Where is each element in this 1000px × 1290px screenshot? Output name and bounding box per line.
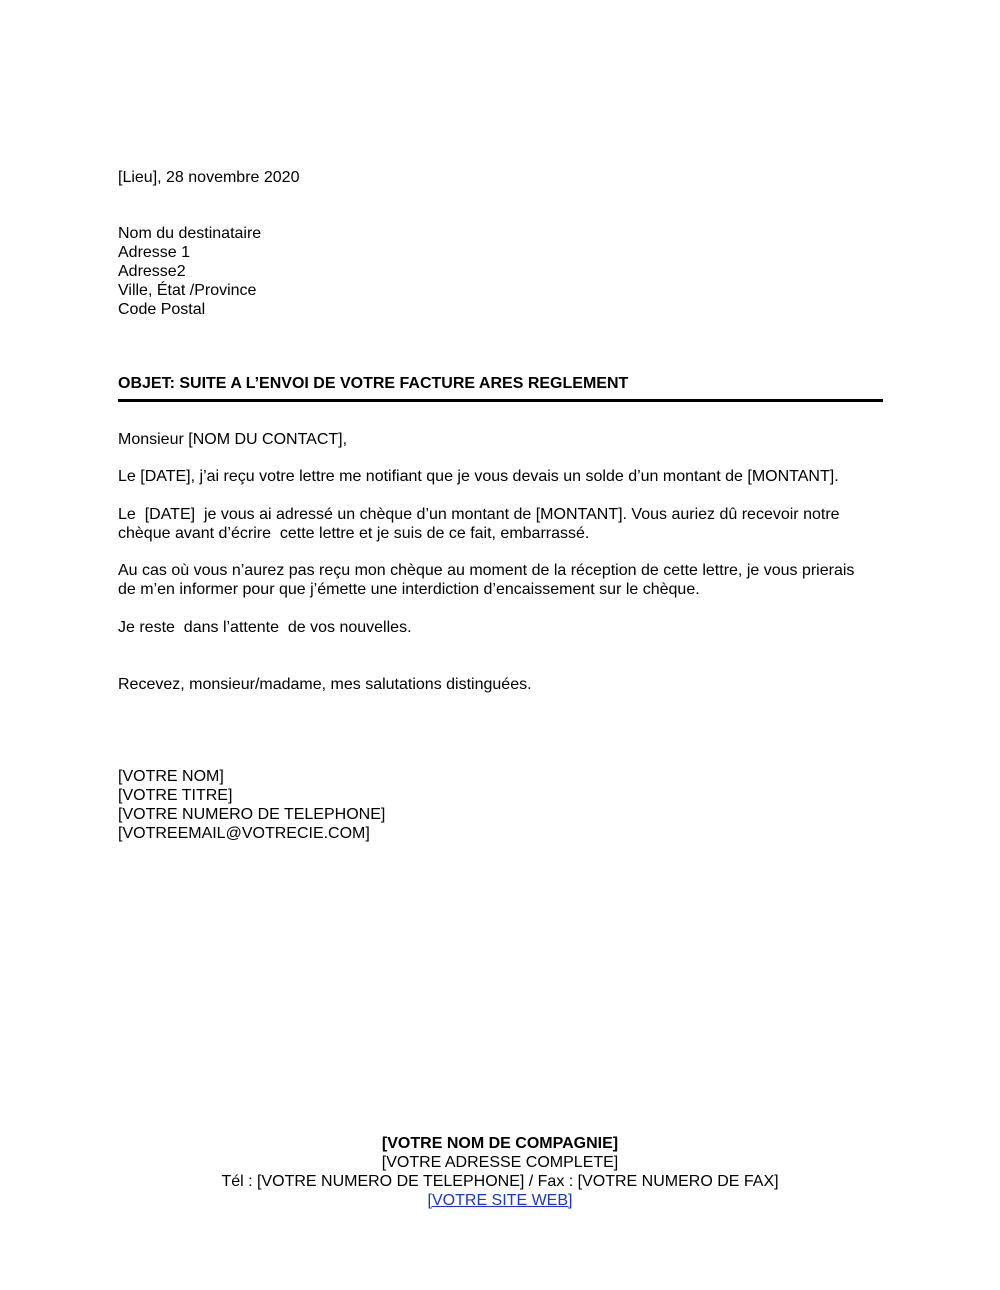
body-paragraph-2	[118, 505, 888, 543]
company-footer	[0, 1134, 1000, 1210]
body-paragraph-4: Je reste dans l’attente de vos nouvelles.	[118, 619, 412, 636]
signature-block	[118, 767, 888, 843]
footer-contact: Tél : [VOTRE NUMERO DE TELEPHONE] / Fax : [VOTRE NUMERO DE FAX]	[221, 1173, 779, 1190]
recipient-name: Nom du destinataire	[118, 225, 262, 242]
subject-line: OBJET: SUITE A L’ENVOI DE VOTRE FACTURE ARES REGLEMENT	[118, 375, 629, 392]
body-paragraph-3	[118, 561, 888, 599]
footer-website-link[interactable]: [VOTRE SITE WEB]	[427, 1192, 573, 1209]
body-paragraph-3-line-2: de m’en informer pour que j’émette une interdiction d’encaissement sur le chèque.	[118, 581, 700, 598]
recipient-address2: Adresse2	[118, 263, 186, 280]
footer-company-name: [VOTRE NOM DE COMPAGNIE]	[381, 1135, 619, 1152]
signature-email: [VOTREEMAIL@VOTRECIE.COM]	[118, 825, 370, 842]
signature-phone: [VOTRE NUMERO DE TELEPHONE]	[118, 806, 386, 823]
body-paragraph-3-line-1: Au cas où vous n’aurez pas reçu mon chèque au moment de la réception de cette lettre, je vous prierais	[118, 562, 855, 579]
signature-title: [VOTRE TITRE]	[118, 787, 233, 804]
recipient-city: Ville, État /Province	[118, 282, 257, 299]
recipient-address1: Adresse 1	[118, 244, 191, 261]
closing-line: Recevez, monsieur/madame, mes salutations distinguées.	[118, 676, 532, 693]
footer-address: [VOTRE ADRESSE COMPLETE]	[381, 1154, 619, 1171]
body-paragraph-2-line-2: chèque avant d’écrire cette lettre et je suis de ce fait, embarrassé.	[118, 525, 590, 542]
signature-name: [VOTRE NOM]	[118, 768, 224, 785]
date-line: [Lieu], 28 novembre 2020	[118, 169, 300, 186]
body-paragraph-2-line-1: Le [DATE] je vous ai adressé un chèque d’un montant de [MONTANT]. Vous auriez dû recevoir notre	[118, 506, 840, 523]
body-paragraph-1: Le [DATE], j’ai reçu votre lettre me notifiant que je vous devais un solde d’un montant de [MONTANT].	[118, 468, 839, 485]
recipient-address	[118, 224, 888, 319]
salutation: Monsieur [NOM DU CONTACT],	[118, 431, 348, 448]
subject-divider	[118, 399, 883, 402]
recipient-postal: Code Postal	[118, 301, 206, 318]
